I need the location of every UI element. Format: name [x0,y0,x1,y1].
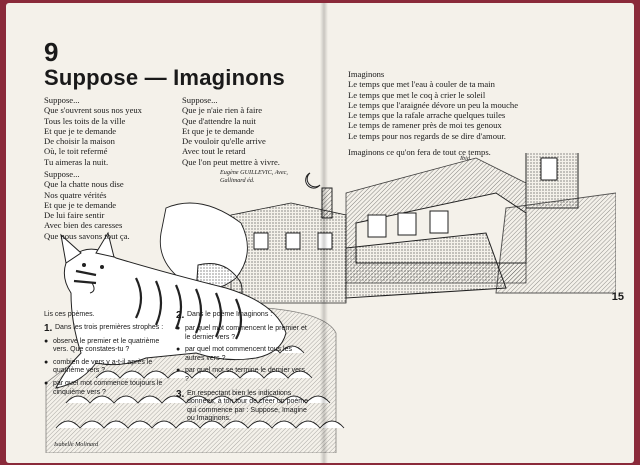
question-1 [44,324,164,334]
poem-line: Le temps que l'araignée dévore un peu la mouche [348,99,519,110]
poem-line: Suppose... [44,95,80,105]
poem-line: Que l'on peut mettre à vivre. [182,156,280,167]
bullet-icon: ● [44,337,49,345]
book-spread [6,3,634,463]
question-bullet: ● observe le premier et le quatrième vers. Que constates-tu ? [44,337,160,354]
question-bullet: ● par quel mot commencent le premier et le dernier vers ? [176,325,307,341]
poem-line: Que je n'aie rien à faire [182,105,263,116]
question-text: Dans les trois premières strophes : [55,323,164,331]
poem-line: Avec bien des caresses [44,220,123,231]
poem-line: Tu aimeras la nuit. [44,156,109,167]
questions-column-1 [44,311,164,397]
credit-line: Eugène GUILLEVIC, Avec, [220,169,288,176]
question-number: 1. [44,322,53,334]
poem1-stanza3 [182,95,280,167]
bullet-icon: ● [176,325,181,332]
poem-line: Le temps que met le coq à crier le soleil [348,89,486,100]
poem-line: Avec tout le retard [182,146,246,157]
poem-line: De lui faire sentir [44,210,105,221]
bullet-icon: ● [44,358,49,366]
poem-line: Suppose... [182,95,218,105]
page-title: Suppose — Imaginons [44,65,285,90]
chapter-number: 9 [44,37,59,67]
poem-line: Imaginons [348,69,385,79]
illustration-signature: Isabelle Molinard [54,441,99,448]
book-gutter [320,3,328,463]
bullet-icon: ● [176,346,181,354]
poem1-stanza1 [44,95,142,167]
questions-column-2 [176,311,310,424]
poem-line: Le temps pour nos regards de se dire d'amour. [348,130,506,141]
poem-line: Le temps de ramener près de moi tes genoux [348,120,502,131]
questions-intro: Lis ces poèmes. [44,311,95,318]
question-bullet: ● par quel mot commence toujours le cinquième vers ? [44,379,163,396]
question-bullet: ● par quel mot se termine le dernier vers ? [176,367,305,383]
question-2 [176,311,310,321]
poem1-stanza2 [44,169,130,241]
poem2-credit: Ibid. [460,155,472,162]
poem-line: Que s'ouvrent sous nos yeux [44,105,142,116]
question-bullet: ● combien de vers y a-t-il après le quatrième vers ? [44,358,153,375]
poem-line: Où, le toit refermé [44,146,108,157]
poem-line: Que d'attendre la nuit [182,115,256,126]
poem-line: Et que je te demande [182,125,255,136]
poem-line: De vouloir qu'elle arrive [182,136,266,147]
poem-line: Et que je te demande [44,199,117,210]
question-3 [176,390,310,424]
credit-line: Gallimard éd. [220,176,255,184]
poem-line: Tous les toits de la ville [44,115,126,126]
question-text: En respectant bien les indications données, à ton tour de créer un poème qui commence par : Suppose, Imagine ou Imaginons. [187,389,309,423]
poem-line: De choisir la maison [44,136,115,147]
poem-line: Nos quatre vérités [44,189,107,200]
question-number: 3. [176,388,185,400]
bullet-icon: ● [176,367,181,375]
poem-line: Et que je te demande [44,125,117,136]
poem-line: Que la chatte nous dise [44,179,124,190]
poem-line: Imaginons ce qu'on fera de tout ce temps. [348,147,491,158]
poem-line: Le temps que met l'eau à couler de ta main [348,79,495,90]
poem-line: Que nous savons tout ça. [44,230,130,241]
questions-box [44,311,310,451]
poem-line: Suppose... [44,169,80,179]
question-bullet: ● par quel mot commencent tous les autres vers ? [176,346,292,362]
question-number: 2. [176,310,185,321]
page-number: 15 [611,291,624,303]
poem2 [348,69,518,157]
question-text: Dans le poème Imaginons : [187,311,273,318]
poem-line: Le temps que la rafale arrache quelques tuiles [348,110,506,121]
poem1-credit [220,169,288,184]
bullet-icon: ● [44,379,49,387]
